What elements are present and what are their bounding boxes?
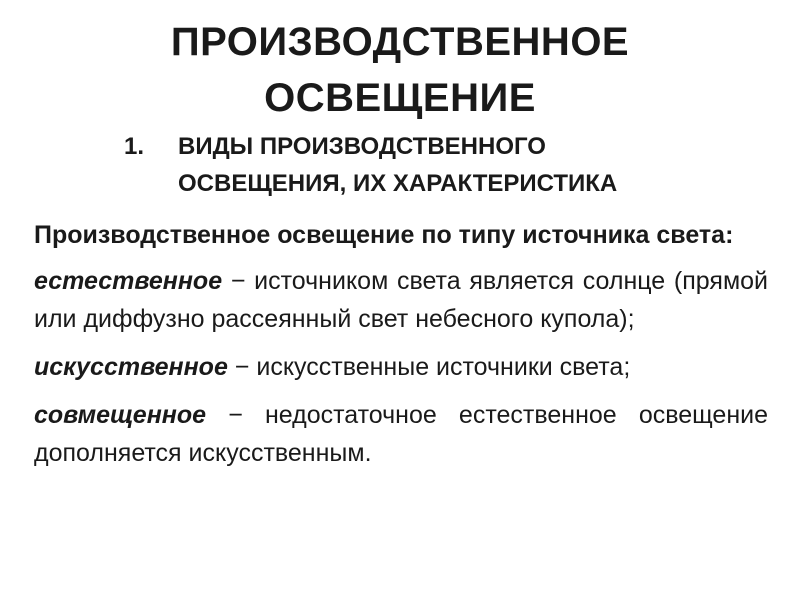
- item-natural-term: естественное: [34, 267, 223, 295]
- slide-title: [0, 14, 800, 126]
- section-heading-line2: ОСВЕЩЕНИЯ, ИХ ХАРАКТЕРИСТИКА: [178, 170, 618, 197]
- item-combined: [34, 396, 768, 472]
- section-heading: [0, 128, 800, 202]
- item-natural: [34, 262, 768, 338]
- slide-title-line1: ПРОИЗВОДСТВЕННОЕ: [170, 20, 630, 64]
- section-number: 1.: [124, 133, 145, 160]
- item-artificial-term: искусственное: [34, 353, 228, 381]
- slide-title-line2: ОСВЕЩЕНИЕ: [264, 76, 536, 120]
- item-natural-text: − источником света является солнце (прямой или диффузно рассеянный свет небесного купола);: [34, 267, 768, 333]
- item-combined-term: совмещенное: [34, 401, 207, 429]
- intro-paragraph: Производственное освещение по типу источника света:: [34, 221, 734, 249]
- section-heading-line1: ВИДЫ ПРОИЗВОДСТВЕННОГО: [178, 133, 546, 160]
- item-artificial-text: − искусственные источники света;: [227, 353, 631, 381]
- body-text: [34, 216, 768, 482]
- item-artificial: [34, 348, 768, 386]
- item-combined-text: − недостаточное естественное освещение дополняется искусственным.: [34, 401, 768, 467]
